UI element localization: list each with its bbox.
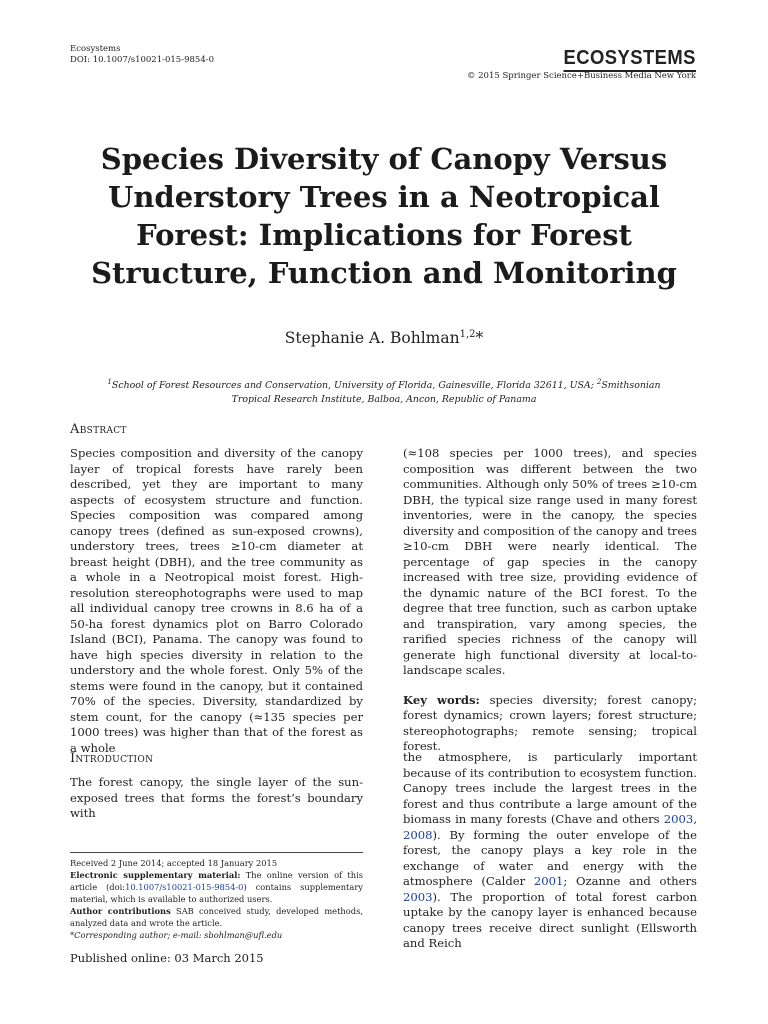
- introduction-text-left: The forest canopy, the single layer of the sun-exposed trees that forms the forest’s boundary with: [70, 775, 363, 820]
- article-title: Species Diversity of Canopy Versus Understory Trees in a Neotropical Forest: Implications for Forest Structure, Function and Monitoring: [91, 142, 677, 290]
- doi-text: DOI: 10.1007/s10021-015-9854-0: [70, 55, 215, 65]
- esm-label: Electronic supplementary material:: [70, 870, 241, 880]
- esm-text: ) contains supplementary material, which is available to authorized users.: [70, 882, 363, 904]
- journal-name: Ecosystems: [70, 44, 121, 54]
- introduction-heading: Introduction: [70, 751, 154, 766]
- intro-text-part: ). By forming the outer envelope of the forest, the canopy plays a key role in the exchange of water and energy with the atmosphere (Calder: [403, 827, 697, 888]
- keywords: [403, 693, 697, 755]
- abstract-heading: Abstract: [70, 422, 127, 437]
- ref-link-2003[interactable]: 2003: [663, 812, 694, 826]
- author-affil-sup: 1,2: [459, 329, 476, 340]
- intro-text-part: ,: [693, 812, 697, 826]
- affil-1: School of Forest Resources and Conservation, University of Florida, Gainesville, Florida 32611, USA;: [111, 380, 597, 392]
- published-date: Published online: 03 March 2015: [70, 951, 264, 965]
- corresponding-mark: *: [475, 329, 484, 348]
- ref-link-2003b[interactable]: 2003: [403, 889, 433, 904]
- esm-doi-link[interactable]: 10.1007/s10021-015-9854-0: [125, 882, 244, 892]
- received-dates: Received 2 June 2014; accepted 18 January 2015: [70, 858, 278, 868]
- corresponding-author: *Corresponding author; e-mail: sbohlman@ufl.edu: [70, 930, 283, 940]
- footnotes: [70, 852, 363, 941]
- introduction-left-column: [70, 775, 363, 822]
- abstract-text-left: Species composition and diversity of the canopy layer of tropical forests have rarely been described, yet they are important to many aspects of ecosystem structure and function. Species composition was compared among canopy trees (defined as sun-exposed crowns), understory trees, trees ≥10-cm diameter at breast height (DBH), and the tree community as a whole in a Neotropical moist forest. High-resolution stereophotographs were used to map all individual canopy tree crowns in 8.6 ha of a 50-ha forest dynamics plot on Barro Colorado Island (BCI), Panama. The canopy was found to have high species diversity in relation to the understory and the whole forest. Only 5% of the stems were found in the canopy, but it contained 70% of the species. Diversity, standardized by stem count, for the canopy (≈135 species per 1000 trees) was higher than that of the forest as a whole: [70, 446, 363, 755]
- ref-link-2008[interactable]: 2008: [403, 827, 433, 842]
- introduction-right-column: [403, 750, 697, 952]
- author-contributions: [70, 905, 363, 929]
- journal-logo: ECOSYSTEMS: [564, 47, 696, 72]
- intro-text-part: the atmosphere, is particularly important because of its contribution to ecosystem function. Canopy trees include the largest trees in the forest and thus contribute a large amount of the biomass in many forests (Chave and others: [403, 750, 697, 826]
- author-line: [0, 329, 768, 347]
- affil-sup-2: 2: [596, 378, 602, 386]
- author-name: Stephanie A. Bohlman: [284, 329, 460, 348]
- abstract-text-right: (≈108 species per 1000 trees), and species composition was different between the two communities. Although only 50% of trees ≥10-cm DBH, the typical size range used in many forest inventories, were in the canopy, the species diversity and composition of the canopy and trees ≥10-cm DBH were nearly identical. The percentage of gap species in the canopy increased with tree size, providing evidence of the dynamic nature of the BCI forest. To the degree that tree function, such as carbon uptake and transpiration, vary among species, the rarified species richness of the canopy will generate high functional diversity at local-to-landscape scales.: [403, 446, 697, 677]
- ref-link-2001[interactable]: 2001: [533, 874, 564, 888]
- intro-text-part: ). The proportion of total forest carbon uptake by the canopy layer is enhanced because canopy trees receive direct sunlight (Ellsworth and Reich: [403, 889, 697, 950]
- affil-sup-1: 1: [107, 378, 112, 386]
- keywords-list: species diversity; forest canopy; forest dynamics; crown layers; forest structure; stereophotographs; remote sensing; tropical forest.: [403, 692, 697, 753]
- esm-note: [70, 869, 363, 905]
- keywords-label: Key words:: [403, 692, 480, 707]
- intro-text-part: ; Ozanne and others: [563, 874, 697, 888]
- copyright-text: © 2015 Springer Science+Business Media New York: [466, 71, 696, 81]
- affil-2: Smithsonian Tropical Research Institute, Balboa, Ancon, Republic of Panama: [231, 380, 661, 406]
- contrib-text: SAB conceived study, developed methods, analyzed data and wrote the article.: [70, 906, 363, 928]
- abstract-right-column: [403, 446, 697, 755]
- introduction-text-right: [403, 750, 697, 952]
- abstract-left-column: [70, 446, 363, 756]
- esm-text: The online version of this article (doi:: [70, 870, 363, 892]
- contrib-label: Author contributions: [70, 906, 171, 916]
- affiliations: [95, 375, 673, 407]
